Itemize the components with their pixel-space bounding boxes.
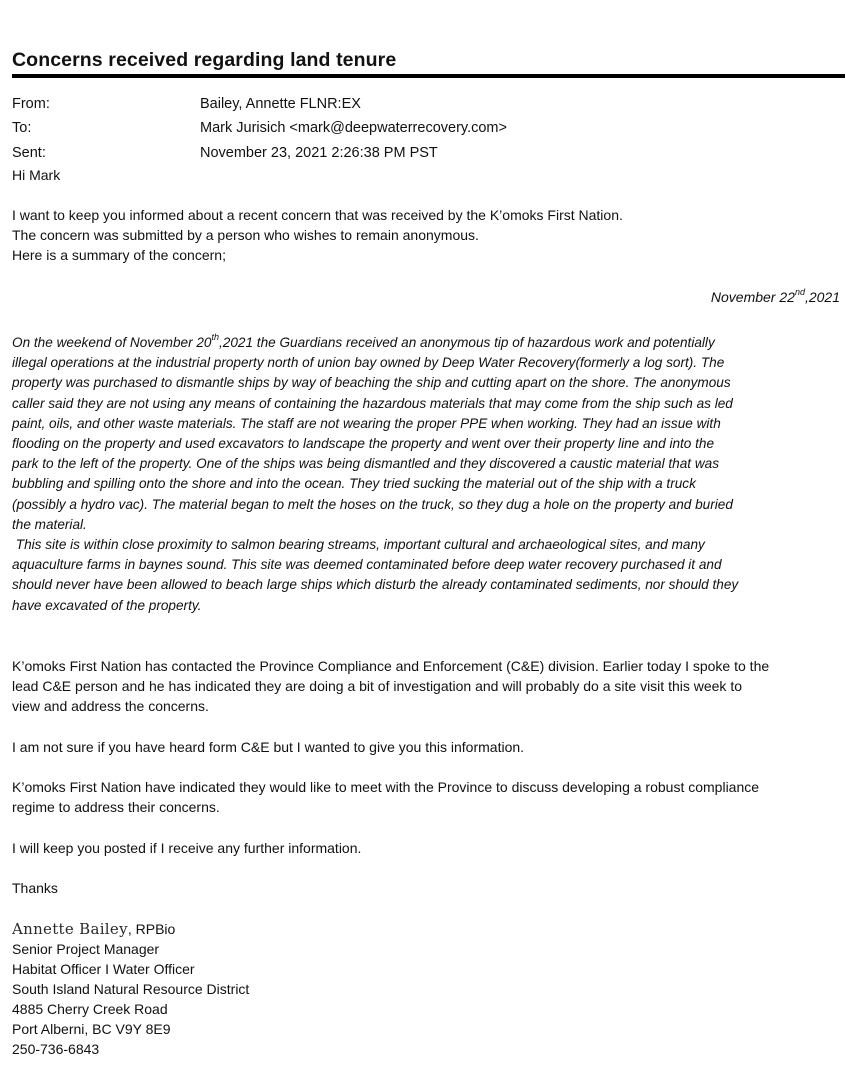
- signature-line: Senior Project Manager: [12, 941, 160, 957]
- sent-value: November 23, 2021 2:26:38 PM PST: [200, 145, 438, 161]
- ce-line: K’omoks First Nation has contacted the Province Compliance and Enforcement (C&E) division. Earlier today I spoke to the: [12, 658, 770, 674]
- ce-line: view and address the concerns.: [12, 698, 209, 714]
- intro-line: Here is a summary of the concern;: [12, 247, 226, 263]
- summary-date-sup: nd: [794, 287, 805, 298]
- heard-paragraph: [12, 737, 846, 757]
- summary-line: illegal operations at the industrial property north of union bay owned by Deep Water Recovery(formerly a log sort). The: [12, 355, 725, 371]
- meet-line: K’omoks First Nation have indicated they would like to meet with the Province to discuss developing a robust compliance: [12, 779, 760, 795]
- greeting-text: Hi Mark: [12, 167, 61, 183]
- summary-line: This site is within close proximity to salmon bearing streams, important cultural and archaeological sites, and many: [12, 537, 705, 553]
- summary-line: (possibly a hydro vac). The material began to melt the hoses on the truck, so they dug a hole on the property and buried: [12, 496, 733, 512]
- summary-line: have excavated of the property.: [12, 597, 202, 613]
- meet-line: regime to address their concerns.: [12, 799, 220, 815]
- signature-line: 250-736-6843: [12, 1041, 100, 1057]
- signature-line: Port Alberni, BC V9Y 8E9: [12, 1021, 171, 1037]
- summary-line: [12, 333, 842, 353]
- summary-line: paint, oils, and other waste materials. The staff are not wearing the proper PPE when working. They had an issue with: [12, 415, 721, 431]
- meet-paragraph: [12, 777, 846, 817]
- heard-line: I am not sure if you have heard form C&E but I wanted to give you this information.: [12, 739, 525, 755]
- intro-line: I want to keep you informed about a recent concern that was received by the K’omoks First Nation.: [12, 207, 623, 223]
- summary-date-text: November 22: [710, 289, 795, 305]
- summary-line-a: On the weekend of November 20: [12, 335, 212, 350]
- ce-line: lead C&E person and he has indicated they are doing a bit of investigation and will probably do a site visit this week to: [12, 678, 742, 694]
- summary-line: park to the left of the property. One of the ships was being dismantled and they discovered a caustic material that was: [12, 456, 720, 472]
- to-label: To:: [12, 120, 32, 136]
- intro-paragraph: [12, 205, 846, 265]
- email-subject: Concerns received regarding land tenure: [12, 49, 397, 71]
- signature-name: Annette Bailey: [12, 920, 128, 938]
- summary-line: bubbling and spilling onto the shore and into the ocean. They tried sucking the material out of the ship with a truck: [12, 476, 696, 492]
- summary-date-year: ,2021: [804, 289, 840, 305]
- signature-line: South Island Natural Resource District: [12, 981, 250, 997]
- concern-summary: [12, 333, 842, 616]
- summary-line: property was purchased to dismantle ships by way of beaching the ship and cutting apart on the shore. The anonymous: [12, 375, 731, 391]
- summary-line: aquaculture farms in baynes sound. This site was deemed contaminated before deep water recovery purchased it and: [12, 557, 722, 573]
- summary-line: caller said they are not using any means of containing the hazardous materials that may come from the ship such as led: [12, 395, 733, 411]
- summary-line: should never have been allowed to beach large ships which disturb the already contaminated sediments, nor should they: [12, 577, 739, 593]
- signature-block: [12, 919, 846, 1059]
- signature-line: 4885 Cherry Creek Road: [12, 1001, 168, 1017]
- intro-line: The concern was submitted by a person who wishes to remain anonymous.: [12, 227, 479, 243]
- summary-line: the material.: [12, 516, 87, 532]
- closing-text: Thanks: [12, 880, 58, 896]
- summary-line: flooding on the property and used excavators to landscape the property and went over their property line and into the: [12, 436, 715, 452]
- sent-label: Sent:: [12, 145, 46, 161]
- to-value: Mark Jurisich <mark@deepwaterrecovery.com>: [200, 120, 507, 136]
- signature-name-line: [12, 919, 846, 939]
- closing: [12, 878, 846, 898]
- subject-divider: [12, 74, 845, 78]
- from-value: Bailey, Annette FLNR:EX: [200, 96, 361, 112]
- summary-line-sup: th: [211, 332, 220, 343]
- signature-credential: , RPBio: [127, 921, 176, 937]
- ce-paragraph: [12, 656, 846, 716]
- posted-line: I will keep you posted if I receive any further information.: [12, 840, 362, 856]
- posted-paragraph: [12, 838, 846, 858]
- from-label: From:: [12, 96, 50, 112]
- signature-line: Habitat Officer I Water Officer: [12, 961, 195, 977]
- summary-line-b: ,2021 the Guardians received an anonymous tip of hazardous work and potentially: [219, 335, 715, 350]
- greeting: [12, 165, 846, 185]
- summary-date: [711, 289, 840, 305]
